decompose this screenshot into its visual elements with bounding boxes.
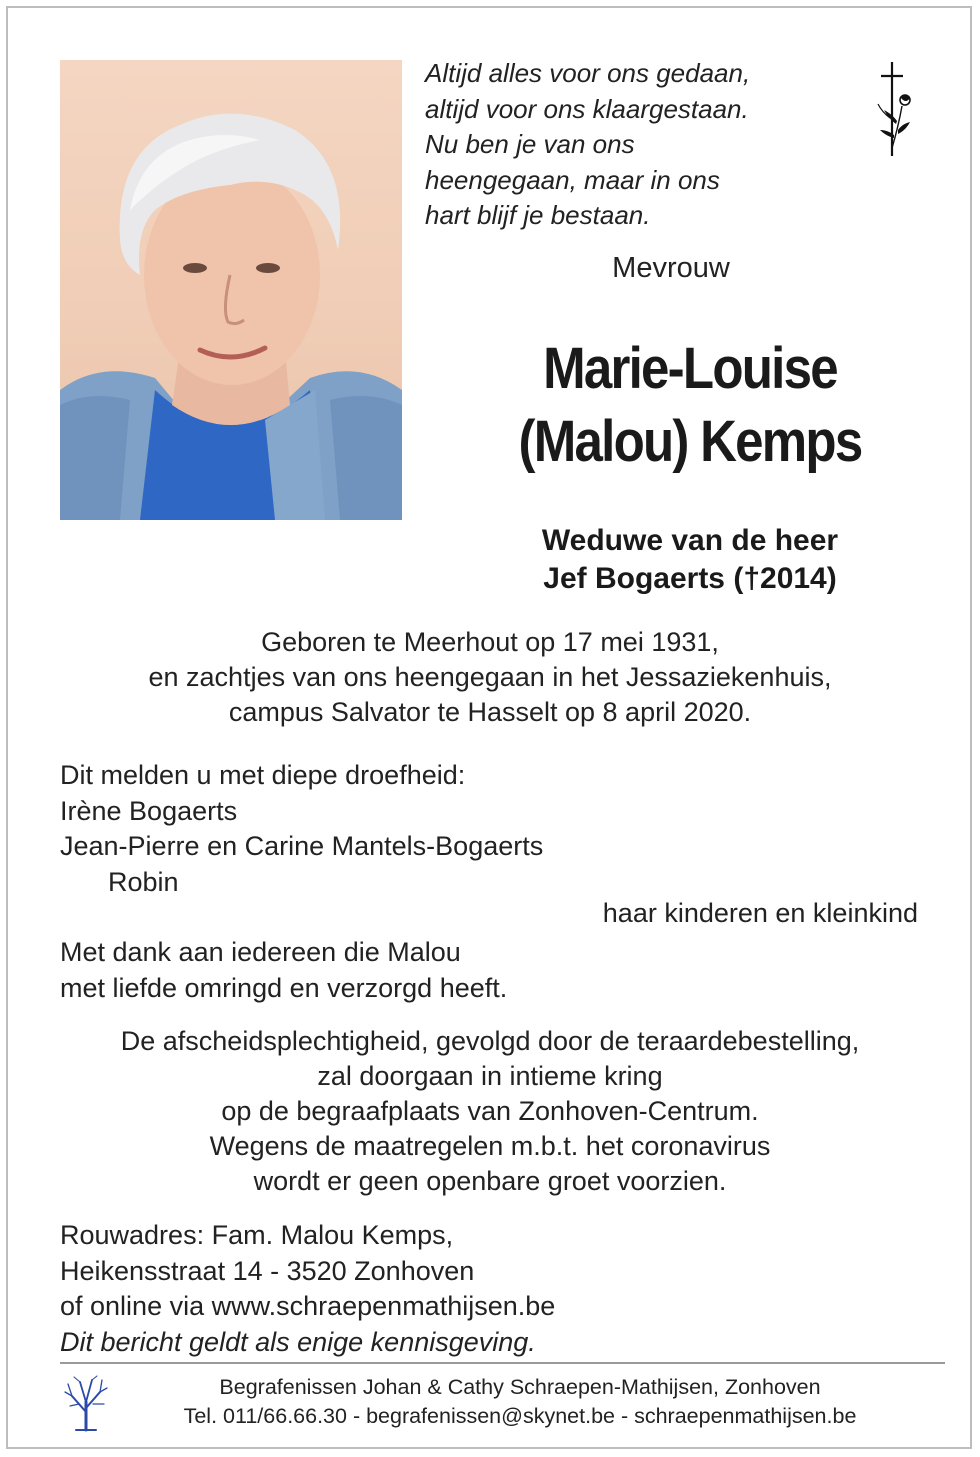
family-intro: Dit melden u met diepe droefheid: — [60, 760, 466, 790]
ceremony-line: op de begraafplaats van Zonhoven-Centrum. — [221, 1096, 759, 1126]
cross-with-flower-icon — [872, 58, 920, 158]
portrait-photo — [60, 60, 402, 520]
ceremony-line: wordt er geen openbare groet voorzien. — [253, 1166, 727, 1196]
footer-line-2: Tel. 011/66.66.30 - begrafenissen@skynet.be - schraepenmathijsen.be — [183, 1404, 857, 1428]
birth-line-3: campus Salvator te Hasselt op 8 april 2020. — [228, 697, 752, 727]
name-line-2: (Malou) Kemps — [518, 409, 862, 474]
ceremony-line: De afscheidsplechtigheid, gevolgd door de teraardebestelling, — [120, 1026, 860, 1056]
birth-line-1: Geboren te Meerhout op 17 mei 1931, — [261, 627, 719, 657]
footer-line-1: Begrafenissen Johan & Cathy Schraepen-Mathijsen, Zonhoven — [219, 1375, 821, 1399]
thanks-line-2: met liefde omringd en verzorgd heeft. — [60, 972, 508, 1003]
spouse-info — [440, 522, 940, 598]
funeral-home-footer — [120, 1373, 920, 1431]
poem-line: hart blijf je bestaan. — [425, 200, 651, 230]
family-member: Jean-Pierre en Carine Mantels-Bogaerts — [60, 831, 544, 861]
family-announcement — [60, 758, 920, 900]
address-line-2: Heikensstraat 14 - 3520 Zonhoven — [60, 1255, 475, 1286]
notice-line: Dit bericht geldt als enige kennisgeving. — [60, 1326, 536, 1357]
deceased-name — [470, 332, 910, 478]
ceremony-line: Wegens de maatregelen m.b.t. het coronavirus — [209, 1131, 771, 1161]
spouse-line-2: Jef Bogaerts (†2014) — [543, 562, 837, 595]
poem-line: Nu ben je van ons — [425, 129, 635, 159]
address-line-3: of online via www.schraepenmathijsen.be — [60, 1291, 556, 1321]
family-relation: haar kinderen en kleinkind — [602, 898, 918, 928]
poem-line: heengegaan, maar in ons — [425, 164, 720, 195]
footer-divider — [60, 1362, 945, 1364]
address-line-1: Rouwadres: Fam. Malou Kemps, — [60, 1220, 454, 1250]
poem-line: altijd voor ons klaargestaan. — [425, 93, 749, 124]
birth-line-2: en zachtjes van ons heengegaan in het Jessaziekenhuis, — [148, 662, 832, 692]
birth-death-info — [20, 625, 960, 730]
grandchild: Robin — [108, 866, 179, 897]
spouse-line-1: Weduwe van de heer — [541, 524, 839, 557]
name-line-1: Marie-Louise — [543, 336, 837, 401]
mourning-address — [60, 1218, 920, 1360]
tree-logo-icon — [62, 1374, 110, 1432]
family-member: Irène Bogaerts — [60, 795, 238, 826]
thanks-line-1: Met dank aan iedereen die Malou — [60, 937, 461, 967]
ceremony-info — [20, 1024, 960, 1199]
salutation: Mevrouw — [612, 252, 730, 284]
ceremony-line: zal doorgaan in intieme kring — [317, 1061, 663, 1091]
poem — [425, 56, 845, 234]
thanks-message — [60, 935, 920, 1006]
poem-line: Altijd alles voor ons gedaan, — [425, 58, 751, 88]
